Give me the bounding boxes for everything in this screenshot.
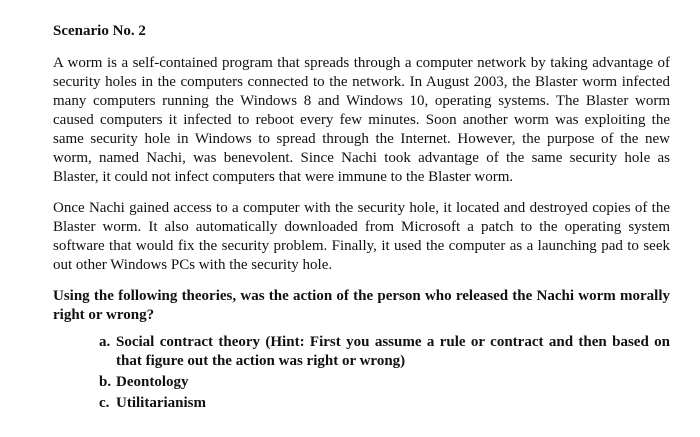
- scenario-title: Scenario No. 2: [53, 23, 146, 39]
- question-text: Using the following theories, was the action of the person who released the Nachi worm morally right or wrong?: [53, 288, 670, 323]
- list-item-social-contract: [99, 333, 670, 371]
- list-item-text: Social contract theory (Hint: First you assume a rule or contract and then based on that figure out the action was right or wrong): [116, 334, 670, 369]
- list-item-text: Utilitarianism: [116, 395, 206, 411]
- list-item-text: Deontology: [116, 374, 189, 390]
- list-item-utilitarianism: [99, 394, 670, 413]
- document-page: [53, 22, 670, 415]
- list-marker: b.: [99, 374, 112, 390]
- theory-list: [53, 333, 670, 413]
- list-marker: a.: [99, 334, 111, 350]
- list-marker: c.: [99, 395, 110, 411]
- paragraph-worm-description: A worm is a self-contained program that spreads through a computer network by taking advantage of security holes in the computers connected to the network. In August 2003, the Blaster worm infected many computers running the Windows 8 and Windows 10, operating systems. The Blaster worm caused computers it infected to reboot every few minutes. Soon another worm was exploiting the same security hole in Windows to spread through the Internet. However, the purpose of the new worm, named Nachi, was benevolent. Since Nachi took advantage of the same security hole as Blaster, it could not infect computers that were immune to the Blaster worm.: [53, 55, 670, 185]
- list-item-deontology: [99, 373, 670, 392]
- paragraph-nachi-actions: Once Nachi gained access to a computer with the security hole, it located and destroyed copies of the Blaster worm. It also automatically downloaded from Microsoft a patch to the operating system software that would fix the security problem. Finally, it used the computer as a launching pad to seek out other Windows PCs with the security hole.: [53, 200, 670, 273]
